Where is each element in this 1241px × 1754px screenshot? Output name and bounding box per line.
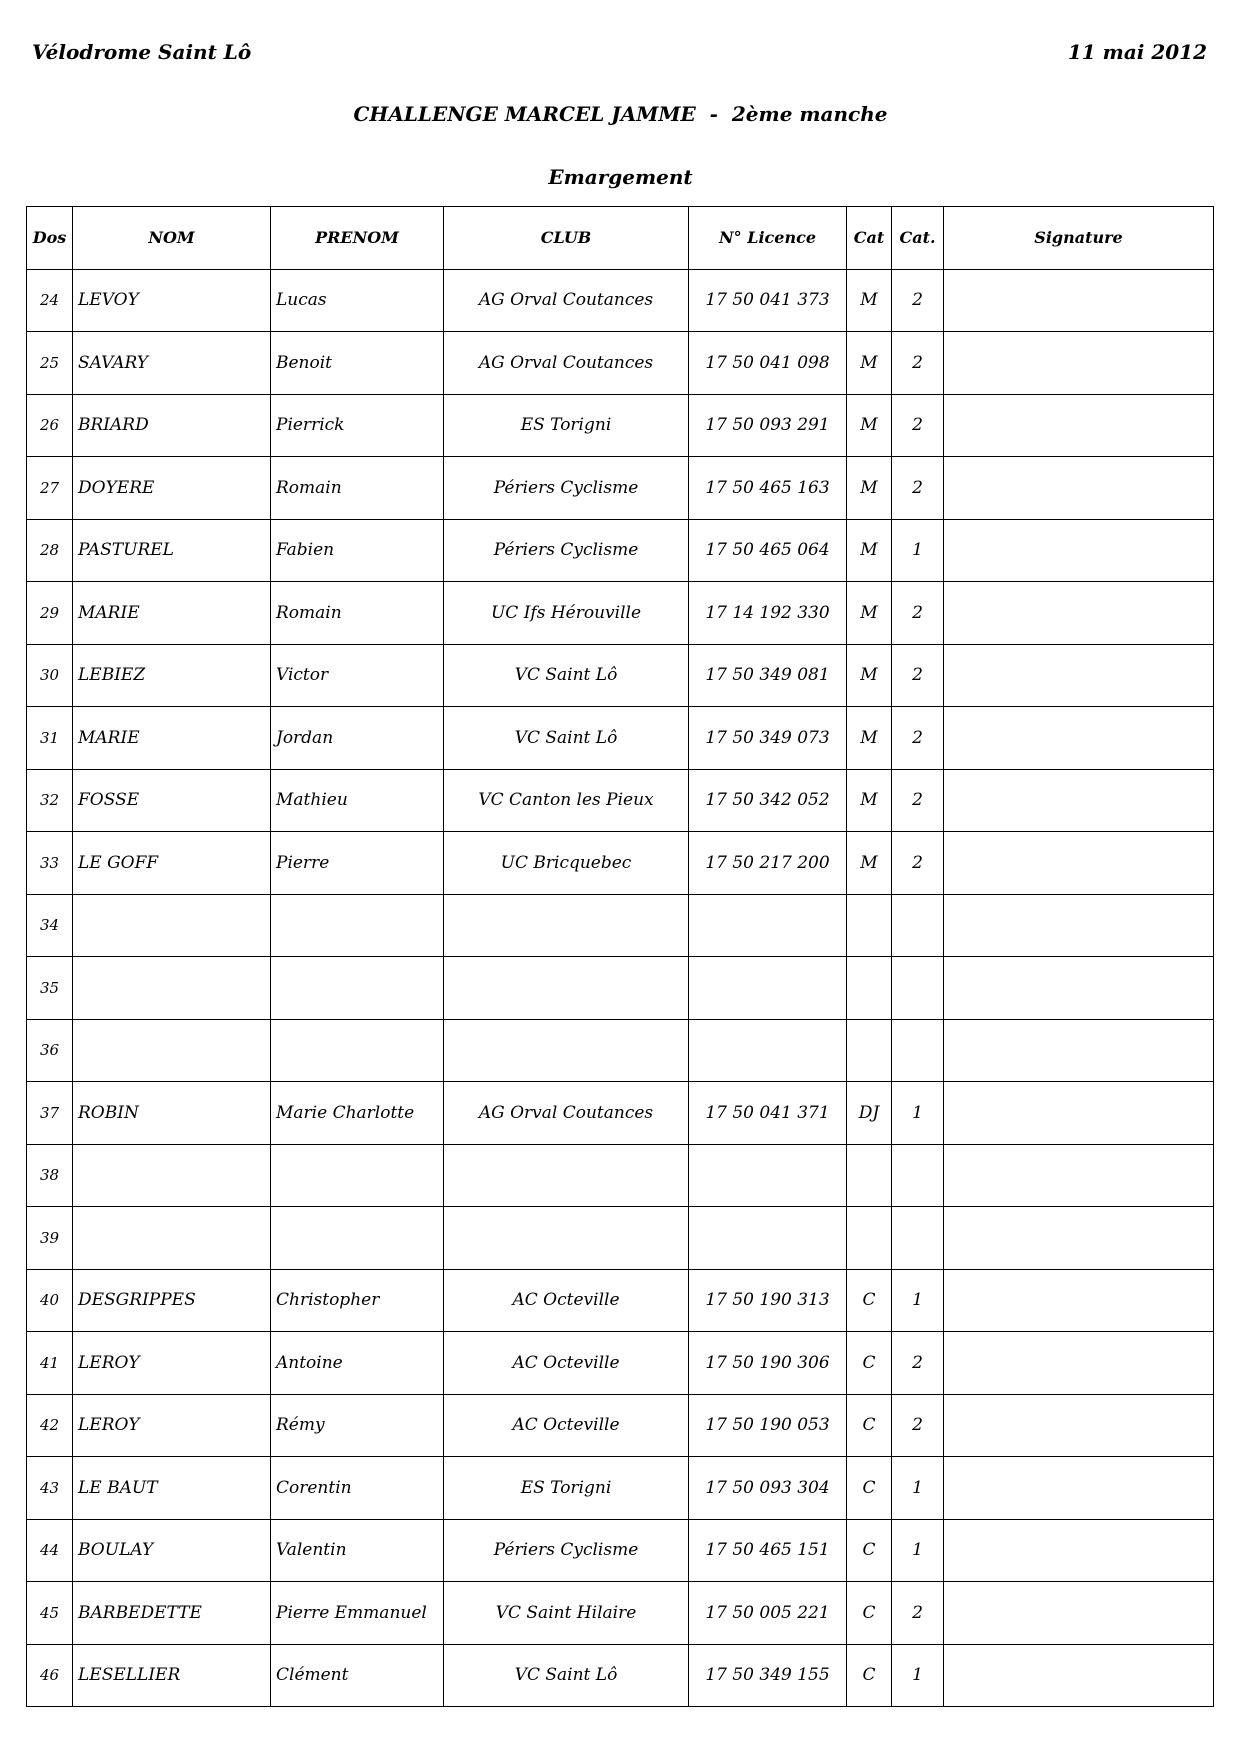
row-cat: C xyxy=(847,1457,892,1520)
row-licence: 17 50 349 155 xyxy=(689,1644,847,1707)
row-club: AC Octeville xyxy=(444,1332,689,1395)
row-club: VC Saint Lô xyxy=(444,644,689,707)
table-row xyxy=(27,894,1214,957)
row-club: VC Saint Lô xyxy=(444,707,689,770)
row-dos: 36 xyxy=(27,1019,73,1082)
row-prenom xyxy=(271,957,444,1020)
row-licence: 17 50 349 073 xyxy=(689,707,847,770)
row-club xyxy=(444,1144,689,1207)
row-club: Périers Cyclisme xyxy=(444,1519,689,1582)
row-cat: M xyxy=(847,457,892,520)
row-signature xyxy=(944,1519,1214,1582)
row-signature xyxy=(944,1269,1214,1332)
table-body xyxy=(27,269,1214,1707)
row-nom xyxy=(73,1207,271,1270)
row-cat xyxy=(847,894,892,957)
document-title: CHALLENGE MARCEL JAMME - 2ème manche xyxy=(353,102,888,126)
row-prenom: Fabien xyxy=(271,519,444,582)
table-row xyxy=(27,1582,1214,1645)
row-nom xyxy=(73,1144,271,1207)
row-dos: 31 xyxy=(27,707,73,770)
row-nom: LESELLIER xyxy=(73,1644,271,1707)
row-cat: C xyxy=(847,1394,892,1457)
row-dos: 24 xyxy=(27,269,73,332)
row-cat2 xyxy=(892,1144,944,1207)
row-cat2: 2 xyxy=(892,1582,944,1645)
row-cat xyxy=(847,1207,892,1270)
row-signature xyxy=(944,1082,1214,1145)
table-row xyxy=(27,832,1214,895)
row-signature xyxy=(944,1332,1214,1395)
table-row xyxy=(27,457,1214,520)
row-cat: M xyxy=(847,832,892,895)
row-prenom: Corentin xyxy=(271,1457,444,1520)
row-signature xyxy=(944,582,1214,645)
row-club: AG Orval Coutances xyxy=(444,1082,689,1145)
row-club: Périers Cyclisme xyxy=(444,519,689,582)
row-cat: M xyxy=(847,519,892,582)
row-cat: C xyxy=(847,1582,892,1645)
table-row xyxy=(27,1269,1214,1332)
table-row xyxy=(27,1082,1214,1145)
row-cat: M xyxy=(847,269,892,332)
row-nom xyxy=(73,957,271,1020)
row-cat2: 1 xyxy=(892,1644,944,1707)
row-dos: 42 xyxy=(27,1394,73,1457)
row-cat: C xyxy=(847,1269,892,1332)
row-club xyxy=(444,1207,689,1270)
row-cat2: 2 xyxy=(892,832,944,895)
row-nom: BOULAY xyxy=(73,1519,271,1582)
row-signature xyxy=(944,457,1214,520)
row-licence: 17 50 190 053 xyxy=(689,1394,847,1457)
row-club: Périers Cyclisme xyxy=(444,457,689,520)
row-cat: M xyxy=(847,332,892,395)
row-prenom xyxy=(271,894,444,957)
row-cat: C xyxy=(847,1519,892,1582)
row-dos: 28 xyxy=(27,519,73,582)
document-subtitle: Emargement xyxy=(548,165,693,189)
row-nom: BARBEDETTE xyxy=(73,1582,271,1645)
row-dos: 44 xyxy=(27,1519,73,1582)
row-prenom xyxy=(271,1144,444,1207)
row-nom xyxy=(73,894,271,957)
header-dos: Dos xyxy=(27,207,73,270)
row-nom: BRIARD xyxy=(73,394,271,457)
row-dos: 43 xyxy=(27,1457,73,1520)
row-signature xyxy=(944,1019,1214,1082)
row-cat: C xyxy=(847,1644,892,1707)
row-signature xyxy=(944,1207,1214,1270)
row-prenom xyxy=(271,1019,444,1082)
row-licence xyxy=(689,1207,847,1270)
row-signature xyxy=(944,394,1214,457)
row-licence: 17 50 093 291 xyxy=(689,394,847,457)
event-date: 11 mai 2012 xyxy=(1067,40,1207,64)
row-club: AC Octeville xyxy=(444,1394,689,1457)
row-cat2: 2 xyxy=(892,394,944,457)
table-row xyxy=(27,269,1214,332)
row-nom: LEROY xyxy=(73,1394,271,1457)
row-cat2: 2 xyxy=(892,582,944,645)
table-row xyxy=(27,394,1214,457)
row-nom: ROBIN xyxy=(73,1082,271,1145)
row-nom: LEBIEZ xyxy=(73,644,271,707)
row-prenom: Valentin xyxy=(271,1519,444,1582)
header-nom: NOM xyxy=(73,207,271,270)
row-cat: M xyxy=(847,582,892,645)
row-cat: M xyxy=(847,644,892,707)
row-signature xyxy=(944,1457,1214,1520)
row-dos: 45 xyxy=(27,1582,73,1645)
row-cat xyxy=(847,1019,892,1082)
row-cat2: 2 xyxy=(892,1394,944,1457)
row-cat2: 2 xyxy=(892,644,944,707)
row-club: UC Bricquebec xyxy=(444,832,689,895)
row-cat2: 1 xyxy=(892,1082,944,1145)
row-licence: 17 50 005 221 xyxy=(689,1582,847,1645)
row-licence: 17 50 041 098 xyxy=(689,332,847,395)
table-row xyxy=(27,1332,1214,1395)
row-prenom: Antoine xyxy=(271,1332,444,1395)
row-signature xyxy=(944,1394,1214,1457)
row-nom: DOYERE xyxy=(73,457,271,520)
row-cat2 xyxy=(892,1019,944,1082)
row-cat: DJ xyxy=(847,1082,892,1145)
row-signature xyxy=(944,332,1214,395)
row-dos: 41 xyxy=(27,1332,73,1395)
row-prenom: Pierre Emmanuel xyxy=(271,1582,444,1645)
row-licence: 17 50 041 373 xyxy=(689,269,847,332)
row-cat: M xyxy=(847,707,892,770)
row-club xyxy=(444,957,689,1020)
row-prenom: Pierrick xyxy=(271,394,444,457)
row-signature xyxy=(944,769,1214,832)
row-licence: 17 50 093 304 xyxy=(689,1457,847,1520)
header-licence: N° Licence xyxy=(689,207,847,270)
row-dos: 25 xyxy=(27,332,73,395)
row-prenom: Rémy xyxy=(271,1394,444,1457)
table-row xyxy=(27,332,1214,395)
row-cat2: 1 xyxy=(892,1519,944,1582)
row-licence: 17 50 465 163 xyxy=(689,457,847,520)
row-cat2: 2 xyxy=(892,707,944,770)
row-prenom: Marie Charlotte xyxy=(271,1082,444,1145)
row-licence: 17 50 190 313 xyxy=(689,1269,847,1332)
row-prenom: Pierre xyxy=(271,832,444,895)
row-club: ES Torigni xyxy=(444,394,689,457)
row-dos: 38 xyxy=(27,1144,73,1207)
row-nom: LEROY xyxy=(73,1332,271,1395)
row-prenom xyxy=(271,1207,444,1270)
table-row xyxy=(27,1144,1214,1207)
header-prenom: PRENOM xyxy=(271,207,444,270)
row-prenom: Christopher xyxy=(271,1269,444,1332)
table-row xyxy=(27,1644,1214,1707)
row-cat xyxy=(847,1144,892,1207)
row-cat: C xyxy=(847,1332,892,1395)
row-nom: PASTUREL xyxy=(73,519,271,582)
row-dos: 39 xyxy=(27,1207,73,1270)
row-nom: LEVOY xyxy=(73,269,271,332)
row-prenom: Benoit xyxy=(271,332,444,395)
row-dos: 33 xyxy=(27,832,73,895)
row-signature xyxy=(944,1144,1214,1207)
attendance-table xyxy=(26,206,1214,1707)
row-club: VC Saint Hilaire xyxy=(444,1582,689,1645)
row-signature xyxy=(944,519,1214,582)
row-dos: 29 xyxy=(27,582,73,645)
row-nom: LE GOFF xyxy=(73,832,271,895)
row-licence xyxy=(689,1144,847,1207)
row-club xyxy=(444,1019,689,1082)
row-signature xyxy=(944,269,1214,332)
venue-title: Vélodrome Saint Lô xyxy=(32,40,252,64)
row-licence xyxy=(689,894,847,957)
row-club xyxy=(444,894,689,957)
row-nom xyxy=(73,1019,271,1082)
row-signature xyxy=(944,707,1214,770)
row-club: AG Orval Coutances xyxy=(444,269,689,332)
row-cat2: 1 xyxy=(892,519,944,582)
header-club: CLUB xyxy=(444,207,689,270)
row-licence: 17 50 041 371 xyxy=(689,1082,847,1145)
row-nom: DESGRIPPES xyxy=(73,1269,271,1332)
table-row xyxy=(27,707,1214,770)
row-signature xyxy=(944,957,1214,1020)
row-cat2: 2 xyxy=(892,269,944,332)
row-cat: M xyxy=(847,769,892,832)
row-club: ES Torigni xyxy=(444,1457,689,1520)
row-dos: 34 xyxy=(27,894,73,957)
row-prenom: Victor xyxy=(271,644,444,707)
table-row xyxy=(27,1207,1214,1270)
row-cat2: 2 xyxy=(892,332,944,395)
row-cat: M xyxy=(847,394,892,457)
table-row xyxy=(27,1394,1214,1457)
row-prenom: Clément xyxy=(271,1644,444,1707)
row-prenom: Lucas xyxy=(271,269,444,332)
table-row xyxy=(27,644,1214,707)
row-licence: 17 50 342 052 xyxy=(689,769,847,832)
table-row xyxy=(27,1019,1214,1082)
row-dos: 26 xyxy=(27,394,73,457)
row-signature xyxy=(944,644,1214,707)
row-dos: 35 xyxy=(27,957,73,1020)
header-cat2: Cat. xyxy=(892,207,944,270)
row-cat xyxy=(847,957,892,1020)
row-signature xyxy=(944,832,1214,895)
row-dos: 27 xyxy=(27,457,73,520)
row-cat2: 1 xyxy=(892,1457,944,1520)
row-dos: 46 xyxy=(27,1644,73,1707)
row-licence: 17 50 190 306 xyxy=(689,1332,847,1395)
row-signature xyxy=(944,1582,1214,1645)
row-cat2: 2 xyxy=(892,769,944,832)
row-licence: 17 50 465 064 xyxy=(689,519,847,582)
row-dos: 30 xyxy=(27,644,73,707)
row-signature xyxy=(944,894,1214,957)
row-licence xyxy=(689,1019,847,1082)
row-cat2 xyxy=(892,894,944,957)
row-dos: 40 xyxy=(27,1269,73,1332)
header-signature: Signature xyxy=(944,207,1214,270)
row-nom: MARIE xyxy=(73,582,271,645)
row-prenom: Mathieu xyxy=(271,769,444,832)
row-club: VC Canton les Pieux xyxy=(444,769,689,832)
row-prenom: Romain xyxy=(271,582,444,645)
row-prenom: Jordan xyxy=(271,707,444,770)
row-cat2: 2 xyxy=(892,1332,944,1395)
row-licence: 17 14 192 330 xyxy=(689,582,847,645)
table-row xyxy=(27,1519,1214,1582)
row-cat2: 2 xyxy=(892,457,944,520)
table-row xyxy=(27,519,1214,582)
row-licence: 17 50 465 151 xyxy=(689,1519,847,1582)
table-header-row xyxy=(27,207,1214,270)
row-nom: SAVARY xyxy=(73,332,271,395)
row-cat2: 1 xyxy=(892,1269,944,1332)
row-dos: 37 xyxy=(27,1082,73,1145)
row-cat2 xyxy=(892,1207,944,1270)
row-dos: 32 xyxy=(27,769,73,832)
row-nom: MARIE xyxy=(73,707,271,770)
row-club: AG Orval Coutances xyxy=(444,332,689,395)
row-club: AC Octeville xyxy=(444,1269,689,1332)
row-club: UC Ifs Hérouville xyxy=(444,582,689,645)
row-nom: FOSSE xyxy=(73,769,271,832)
header-cat: Cat xyxy=(847,207,892,270)
row-prenom: Romain xyxy=(271,457,444,520)
row-cat2 xyxy=(892,957,944,1020)
row-nom: LE BAUT xyxy=(73,1457,271,1520)
row-licence xyxy=(689,957,847,1020)
row-club: VC Saint Lô xyxy=(444,1644,689,1707)
table-row xyxy=(27,1457,1214,1520)
row-licence: 17 50 349 081 xyxy=(689,644,847,707)
table-row xyxy=(27,957,1214,1020)
table-row xyxy=(27,582,1214,645)
table-row xyxy=(27,769,1214,832)
row-signature xyxy=(944,1644,1214,1707)
row-licence: 17 50 217 200 xyxy=(689,832,847,895)
